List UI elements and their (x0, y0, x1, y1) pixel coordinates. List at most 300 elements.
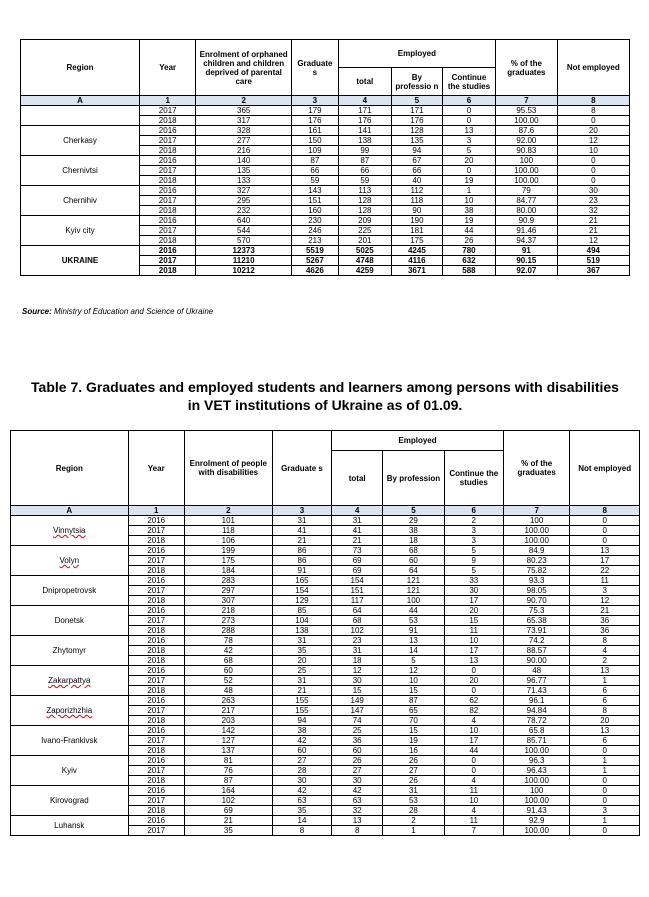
table-cell: 4748 (338, 256, 391, 266)
table-cell: 35 (272, 806, 331, 816)
table-cell: 0 (557, 156, 629, 166)
column-index: 4 (332, 506, 383, 516)
table-cell: 5 (442, 146, 495, 156)
table-cell: 96.1 (503, 696, 569, 706)
table-cell: 5519 (292, 246, 339, 256)
table-cell: 0 (570, 826, 640, 836)
table-row (21, 126, 630, 136)
header-graduates: Graduate s (292, 40, 339, 96)
table-cell: 60 (184, 666, 272, 676)
table-cell: 19 (442, 176, 495, 186)
table-cell: 102 (184, 796, 272, 806)
table-cell: 38 (442, 206, 495, 216)
table-cell: 68 (383, 546, 444, 556)
table-cell: 225 (338, 226, 391, 236)
region-cell (11, 546, 129, 576)
table-cell: 2016 (140, 216, 196, 226)
table-cell: 141 (338, 126, 391, 136)
source-label: Source: (22, 307, 52, 316)
table-cell: 2018 (128, 746, 184, 756)
table-cell: 2016 (128, 666, 184, 676)
table-cell: 154 (332, 576, 383, 586)
table-cell: 2017 (128, 796, 184, 806)
column-index: 7 (496, 96, 558, 106)
table-cell: 0 (444, 666, 503, 676)
table-cell: 0 (570, 776, 640, 786)
table-cell: 31 (272, 516, 331, 526)
table-cell: 494 (557, 246, 629, 256)
table-cell: 213 (292, 236, 339, 246)
table-cell: 17 (444, 736, 503, 746)
table-cell: 100.00 (503, 796, 569, 806)
table-cell: 30 (444, 586, 503, 596)
table-cell: 87 (184, 776, 272, 786)
header-total: total (332, 451, 383, 506)
table-cell: 87 (338, 156, 391, 166)
table-cell: 66 (391, 166, 442, 176)
column-index: 4 (338, 96, 391, 106)
table-cell: 100.00 (503, 526, 569, 536)
table-cell: 22 (570, 566, 640, 576)
table-cell: 6 (570, 696, 640, 706)
table-cell: 78.72 (503, 716, 569, 726)
column-index: A (11, 506, 129, 516)
table-cell: 94 (391, 146, 442, 156)
table-cell: 2016 (128, 786, 184, 796)
table-cell: 100.00 (496, 166, 558, 176)
table-cell: 2018 (128, 626, 184, 636)
table-cell: 171 (338, 106, 391, 116)
table-cell: 99 (338, 146, 391, 156)
table-row (21, 106, 630, 116)
table-cell: 90.9 (496, 216, 558, 226)
header-percent-graduates: % of the graduates (496, 40, 558, 96)
table-cell: 91.46 (496, 226, 558, 236)
table-cell: 7 (444, 826, 503, 836)
table-cell: 232 (196, 206, 292, 216)
table-cell: 161 (292, 126, 339, 136)
table-cell: 277 (196, 136, 292, 146)
table-cell: 283 (184, 576, 272, 586)
table-cell: 138 (338, 136, 391, 146)
table-cell: 8 (557, 106, 629, 116)
table-cell: 94 (272, 716, 331, 726)
region-name: Luhansk (54, 821, 85, 830)
table-cell: 90.70 (503, 596, 569, 606)
table-cell: 137 (184, 746, 272, 756)
table-cell: 0 (442, 166, 495, 176)
table-cell: 1 (383, 826, 444, 836)
table-cell: 4116 (391, 256, 442, 266)
header-continue-studies: Continue the studies (442, 68, 495, 96)
table-cell: 36 (570, 616, 640, 626)
table-cell: 2 (383, 816, 444, 826)
table-7-body (11, 506, 640, 836)
table-row (11, 816, 640, 826)
table-cell: 65.38 (503, 616, 569, 626)
table-cell: 74.2 (503, 636, 569, 646)
table-cell: 60 (332, 746, 383, 756)
table-cell: 295 (196, 196, 292, 206)
table-cell: 79 (496, 186, 558, 196)
region-name: Dnipropetrovsk (42, 586, 97, 595)
table-cell: 209 (338, 216, 391, 226)
table-cell: 4 (444, 716, 503, 726)
table-cell: 91 (496, 246, 558, 256)
table-cell: 93.3 (503, 576, 569, 586)
table-cell: 102 (332, 626, 383, 636)
table-cell: 59 (338, 176, 391, 186)
table-row (21, 156, 630, 166)
header-year: Year (140, 40, 196, 96)
table-cell: 63 (332, 796, 383, 806)
table-cell: 0 (557, 116, 629, 126)
table-cell: 69 (184, 806, 272, 816)
table-cell: 30 (557, 186, 629, 196)
table-cell: 20 (272, 656, 331, 666)
table-cell: 8 (272, 826, 331, 836)
table-cell: 28 (383, 806, 444, 816)
table-cell: 6 (570, 686, 640, 696)
region-name: Zaporizhzhia (46, 706, 93, 715)
table-cell: 30 (332, 676, 383, 686)
table-cell: 13 (570, 666, 640, 676)
table-cell: 2018 (140, 236, 196, 246)
table-cell: 176 (292, 116, 339, 126)
table-cell: 16 (383, 746, 444, 756)
table-cell: 8 (332, 826, 383, 836)
table-cell: 104 (272, 616, 331, 626)
region-name: Vinnytsia (53, 526, 86, 535)
table-cell: 273 (184, 616, 272, 626)
table-cell: 74 (332, 716, 383, 726)
table-cell: 155 (272, 696, 331, 706)
table-cell: 18 (332, 656, 383, 666)
header-by-profession: By professio n (391, 68, 442, 96)
table-cell: 4 (444, 806, 503, 816)
table-cell: 13 (383, 636, 444, 646)
table-cell: 2016 (128, 816, 184, 826)
table-cell: 66 (338, 166, 391, 176)
table-cell: 199 (184, 546, 272, 556)
table-cell: 190 (391, 216, 442, 226)
table-cell: 121 (383, 576, 444, 586)
table-cell: 1 (570, 756, 640, 766)
table-cell: 2017 (128, 526, 184, 536)
table-cell: 31 (332, 646, 383, 656)
table-cell: 2018 (128, 646, 184, 656)
table-cell: 10 (444, 726, 503, 736)
table-cell: 2018 (128, 776, 184, 786)
table-row (11, 576, 640, 586)
table-cell: 151 (292, 196, 339, 206)
table-cell: 85 (272, 606, 331, 616)
table-cell: 2 (570, 656, 640, 666)
table-cell: 15 (383, 686, 444, 696)
column-index: 3 (292, 96, 339, 106)
table-cell: 2016 (128, 546, 184, 556)
table-cell: 20 (444, 676, 503, 686)
table-cell: 127 (184, 736, 272, 746)
header-not-employed: Not employed (557, 40, 629, 96)
table-cell: 100.00 (503, 536, 569, 546)
table-row (11, 696, 640, 706)
table-cell: 71.43 (503, 686, 569, 696)
table-cell: 17 (444, 596, 503, 606)
table-cell: 165 (272, 576, 331, 586)
region-cell (11, 576, 129, 606)
table-cell: 2016 (140, 126, 196, 136)
source-note (22, 307, 213, 316)
table-cell: 3 (444, 526, 503, 536)
table-row (21, 246, 630, 256)
table-cell: 68 (332, 616, 383, 626)
table-cell: 246 (292, 226, 339, 236)
table-cell: 13 (442, 126, 495, 136)
table-cell: 20 (570, 716, 640, 726)
table-cell: 0 (442, 106, 495, 116)
table-cell: 87 (383, 696, 444, 706)
table-cell: 133 (196, 176, 292, 186)
table-cell: 92.9 (503, 816, 569, 826)
table-cell: 84.9 (503, 546, 569, 556)
table-cell: 12 (557, 136, 629, 146)
table-cell: 149 (332, 696, 383, 706)
table-cell: 29 (383, 516, 444, 526)
table-cell: 15 (444, 616, 503, 626)
region-name: Kirovograd (49, 796, 89, 805)
table-cell: 117 (332, 596, 383, 606)
region-cell (21, 126, 140, 156)
region-name: Kyiv city (65, 226, 95, 235)
table-cell: 35 (184, 826, 272, 836)
table-cell: 35 (272, 646, 331, 656)
column-index: 8 (570, 506, 640, 516)
table-cell: 100.00 (503, 826, 569, 836)
column-index: 1 (128, 506, 184, 516)
table-cell: 36 (570, 626, 640, 636)
table-cell: 2017 (128, 736, 184, 746)
table-cell: 0 (570, 516, 640, 526)
table-cell: 100 (503, 516, 569, 526)
table-cell: 135 (391, 136, 442, 146)
source-text: Ministry of Education and Science of Ukraine (51, 307, 214, 316)
table-cell: 13 (332, 816, 383, 826)
table-cell: 66 (292, 166, 339, 176)
table-cell: 96.43 (503, 766, 569, 776)
table-cell: 327 (196, 186, 292, 196)
table-cell: 65.8 (503, 726, 569, 736)
table-cell: 48 (184, 686, 272, 696)
table-cell: 100 (503, 786, 569, 796)
column-index: 5 (391, 96, 442, 106)
table-cell: 179 (292, 106, 339, 116)
table-cell: 80.00 (496, 206, 558, 216)
table-cell: 36 (332, 736, 383, 746)
table-cell: 143 (292, 186, 339, 196)
table-cell: 19 (383, 736, 444, 746)
table-cell: 20 (557, 126, 629, 136)
table-cell: 10 (557, 146, 629, 156)
table-cell: 519 (557, 256, 629, 266)
table-cell: 20 (442, 156, 495, 166)
table-cell: 90.15 (496, 256, 558, 266)
table-cell: 154 (272, 586, 331, 596)
table-row (11, 606, 640, 616)
table-cell: 65 (383, 706, 444, 716)
region-cell (21, 186, 140, 216)
table-cell: 11 (444, 786, 503, 796)
table-cell: 31 (383, 786, 444, 796)
table-cell: 44 (383, 606, 444, 616)
region-name: Zakarpattya (48, 676, 91, 685)
table-cell: 263 (184, 696, 272, 706)
table-cell: 21 (272, 686, 331, 696)
table-cell: 30 (332, 776, 383, 786)
column-index: 2 (196, 96, 292, 106)
table-cell: 150 (292, 136, 339, 146)
table-cell: 106 (184, 536, 272, 546)
table-cell: 81 (184, 756, 272, 766)
table-cell: 10 (444, 636, 503, 646)
table-row (21, 216, 630, 226)
table-cell: 2018 (140, 266, 196, 276)
table-cell: 216 (196, 146, 292, 156)
table-cell: 171 (391, 106, 442, 116)
table-cell: 0 (444, 686, 503, 696)
region-name: Zhytomyr (52, 646, 86, 655)
table-row (11, 756, 640, 766)
header-employed: Employed (338, 40, 495, 68)
table-cell: 6 (570, 736, 640, 746)
table-cell: 2018 (128, 566, 184, 576)
table-cell: 2018 (128, 656, 184, 666)
table-cell: 90.00 (503, 656, 569, 666)
table-cell: 632 (442, 256, 495, 266)
table-cell: 3 (442, 136, 495, 146)
table-cell: 21 (557, 216, 629, 226)
region-cell (11, 516, 129, 546)
table-cell: 5 (383, 656, 444, 666)
table-cell: 100 (496, 156, 558, 166)
table-cell: 2018 (128, 806, 184, 816)
table-cell: 87.6 (496, 126, 558, 136)
table-cell: 25 (332, 726, 383, 736)
table-cell: 12 (570, 596, 640, 606)
table-cell: 12373 (196, 246, 292, 256)
table-cell: 2017 (128, 826, 184, 836)
table-cell: 69 (332, 556, 383, 566)
table-cell: 14 (383, 646, 444, 656)
table-cell: 42 (272, 786, 331, 796)
table-cell: 128 (391, 126, 442, 136)
table-cell: 27 (383, 766, 444, 776)
table-cell: 38 (383, 526, 444, 536)
table-cell: 88.57 (503, 646, 569, 656)
table-cell: 544 (196, 226, 292, 236)
table-cell: 121 (383, 586, 444, 596)
table-cell: 2 (444, 516, 503, 526)
region-cell (11, 636, 129, 666)
table-cell: 317 (196, 116, 292, 126)
table-cell: 640 (196, 216, 292, 226)
table-row (11, 516, 640, 526)
table-cell: 21 (332, 536, 383, 546)
table-cell: 184 (184, 566, 272, 576)
table-cell: 91 (383, 626, 444, 636)
table-cell: 90.83 (496, 146, 558, 156)
table-cell: 0 (557, 166, 629, 176)
table-cell: 82 (444, 706, 503, 716)
region-cell (21, 246, 140, 276)
region-name: Chernivtsi (62, 166, 98, 175)
table-cell: 90 (391, 206, 442, 216)
table-cell: 10 (383, 676, 444, 686)
table-7 (10, 430, 640, 836)
column-index: 7 (503, 506, 569, 516)
table-cell: 76 (184, 766, 272, 776)
table-cell: 11210 (196, 256, 292, 266)
table-cell: 42 (332, 786, 383, 796)
table-cell: 588 (442, 266, 495, 276)
table-cell: 32 (332, 806, 383, 816)
table-cell: 48 (503, 666, 569, 676)
table-cell: 15 (383, 726, 444, 736)
table-cell: 0 (570, 526, 640, 536)
region-cell (21, 156, 140, 186)
table-cell: 68 (184, 656, 272, 666)
table-cell: 17 (444, 646, 503, 656)
table-cell: 2016 (128, 756, 184, 766)
table-cell: 11 (570, 576, 640, 586)
column-index: A (21, 96, 140, 106)
table-cell: 41 (272, 526, 331, 536)
column-index: 1 (140, 96, 196, 106)
table-cell: 0 (557, 176, 629, 186)
table-cell: 5267 (292, 256, 339, 266)
table-cell: 91 (272, 566, 331, 576)
region-cell (11, 786, 129, 816)
column-index: 5 (383, 506, 444, 516)
table-cell: 15 (332, 686, 383, 696)
header-percent-graduates: % of the graduates (503, 431, 569, 506)
table-cell: 307 (184, 596, 272, 606)
table-cell: 0 (570, 786, 640, 796)
column-index-row (11, 506, 640, 516)
table-cell: 118 (391, 196, 442, 206)
table-cell: 96.3 (503, 756, 569, 766)
table-cell: 44 (444, 746, 503, 756)
table-cell: 4245 (391, 246, 442, 256)
region-name: Ivano-Frankivsk (41, 736, 98, 745)
table-cell: 2016 (128, 576, 184, 586)
table-cell: 32 (557, 206, 629, 216)
table-cell: 175 (391, 236, 442, 246)
table-cell: 5 (444, 546, 503, 556)
table-cell: 217 (184, 706, 272, 716)
table-cell: 128 (338, 196, 391, 206)
table-cell: 4259 (338, 266, 391, 276)
table-cell: 367 (557, 266, 629, 276)
table-7-title: Table 7. Graduates and employed students and learners among persons with disabilities in VET institutions of Ukraine as of 01.09. (31, 379, 619, 413)
table-cell: 67 (391, 156, 442, 166)
table-cell: 91.43 (503, 806, 569, 816)
table-6 (20, 39, 630, 276)
table-cell: 17 (570, 556, 640, 566)
table-cell: 181 (391, 226, 442, 236)
table-cell: 2016 (128, 726, 184, 736)
table-cell: 1 (570, 766, 640, 776)
